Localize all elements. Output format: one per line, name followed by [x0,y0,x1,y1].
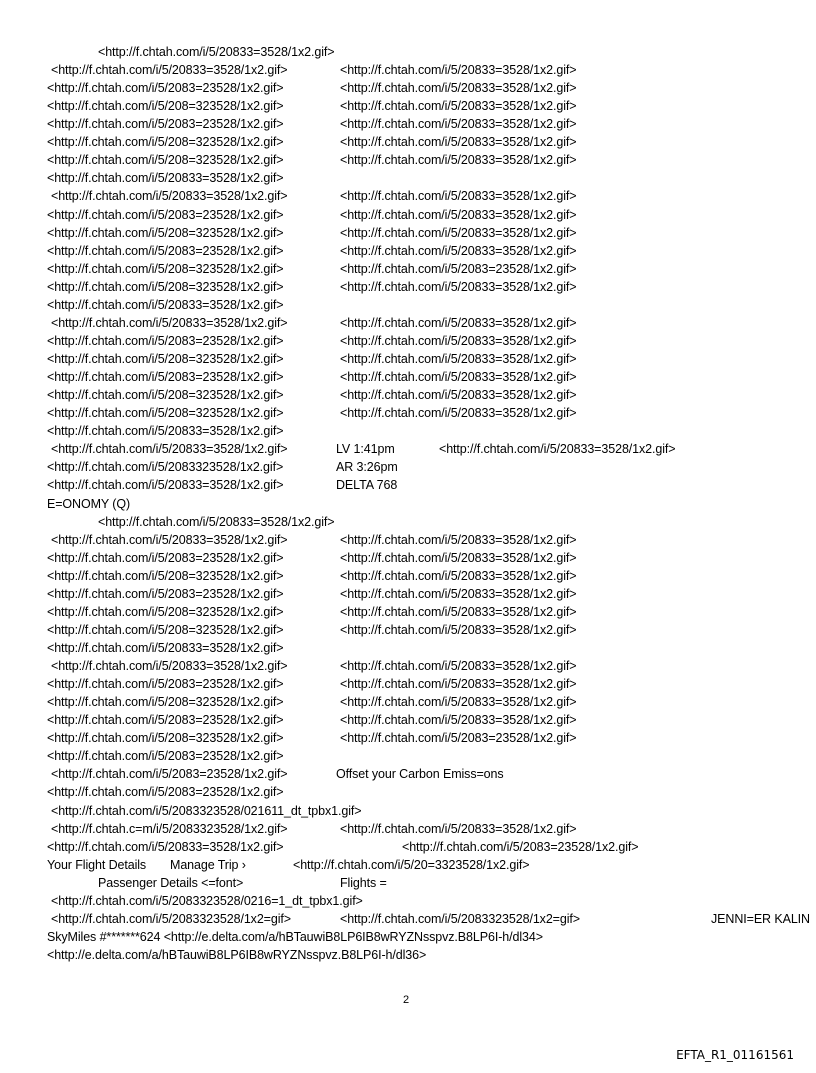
text-line-14-0: <http://f.chtah.com/i/5/20833=3528/1x2.gif> [47,297,284,312]
text-line-45-0: Your Flight Details [47,857,147,872]
text-line-19-1: <http://f.chtah.com/i/5/20833=3528/1x2.gif> [340,388,577,403]
text-line-28-0: <http://f.chtah.com/i/5/2083=23528/1x2.gif> [47,550,284,565]
text-line-29-0: <http://f.chtah.com/i/5/208=323528/1x2.gif> [47,568,284,583]
text-line-6-0: <http://f.chtah.com/i/5/208=323528/1x2.gif> [47,153,284,168]
text-line-5-0: <http://f.chtah.com/i/5/208=323528/1x2.gif> [47,135,284,150]
text-line-16-1: <http://f.chtah.com/i/5/20833=3528/1x2.gif> [340,333,577,348]
text-line-5-1: <http://f.chtah.com/i/5/20833=3528/1x2.gif> [340,135,577,150]
text-line-46-0: Passenger Details <=font> [98,875,244,890]
text-line-40-1: Offset your Carbon Emiss=ons [336,767,504,782]
text-line-34-1: <http://f.chtah.com/i/5/20833=3528/1x2.gif> [340,659,577,674]
text-line-41-0: <http://f.chtah.com/i/5/2083=23528/1x2.gif> [47,785,284,800]
text-line-48-2: JENNI=ER KALIN [711,911,810,926]
text-line-47-0: <http://f.chtah.com/i/5/2083323528/0216=1_dt_tpbx1.gif> [51,893,363,908]
text-line-4-0: <http://f.chtah.com/i/5/2083=23528/1x2.gif> [47,117,284,132]
text-line-9-1: <http://f.chtah.com/i/5/20833=3528/1x2.gif> [340,207,577,222]
text-line-11-1: <http://f.chtah.com/i/5/20833=3528/1x2.gif> [340,243,577,258]
text-line-50-0: <http://e.delta.com/a/hBTauwiB8LP6IB8wRYZNsspvz.B8LP6I-h/dl36> [47,948,427,962]
text-line-37-1: <http://f.chtah.com/i/5/20833=3528/1x2.gif> [340,713,577,728]
text-line-42-0: <http://f.chtah.com/i/5/2083323528/021611_dt_tpbx1.gif> [51,803,362,818]
text-line-34-0: <http://f.chtah.com/i/5/20833=3528/1x2.gif> [51,659,288,674]
text-line-17-1: <http://f.chtah.com/i/5/20833=3528/1x2.gif> [340,352,577,367]
text-line-25-0: E=ONOMY (Q) [47,496,131,511]
text-line-26-0: <http://f.chtah.com/i/5/20833=3528/1x2.gif> [98,514,335,529]
text-line-13-1: <http://f.chtah.com/i/5/20833=3528/1x2.gif> [340,279,577,294]
text-line-3-1: <http://f.chtah.com/i/5/20833=3528/1x2.gif> [340,99,577,114]
text-line-38-0: <http://f.chtah.com/i/5/208=323528/1x2.gif> [47,731,284,746]
text-line-22-1: LV 1:41pm [336,442,395,457]
text-line-18-0: <http://f.chtah.com/i/5/2083=23528/1x2.gif> [47,370,284,385]
text-line-31-1: <http://f.chtah.com/i/5/20833=3528/1x2.gif> [340,604,577,619]
text-line-8-1: <http://f.chtah.com/i/5/20833=3528/1x2.gif> [340,189,577,204]
text-line-20-1: <http://f.chtah.com/i/5/20833=3528/1x2.gif> [340,406,577,421]
text-line-32-1: <http://f.chtah.com/i/5/20833=3528/1x2.gif> [340,622,577,637]
text-line-12-0: <http://f.chtah.com/i/5/208=323528/1x2.gif> [47,261,284,276]
text-line-10-0: <http://f.chtah.com/i/5/208=323528/1x2.gif> [47,225,284,240]
text-line-36-0: <http://f.chtah.com/i/5/208=323528/1x2.gif> [47,695,284,710]
text-line-48-0: <http://f.chtah.com/i/5/2083323528/1x2=gif> [51,911,291,926]
text-line-33-0: <http://f.chtah.com/i/5/20833=3528/1x2.gif> [47,640,284,655]
text-line-32-0: <http://f.chtah.com/i/5/208=323528/1x2.gif> [47,622,284,637]
text-line-49-0: SkyMiles #*******624 <http://e.delta.com/a/hBTauwiB8LP6IB8wRYZNsspvz.B8LP6I-h/dl34> [47,929,543,944]
text-line-48-1: <http://f.chtah.com/i/5/2083323528/1x2=gif> [340,911,580,926]
text-line-43-1: <http://f.chtah.com/i/5/20833=3528/1x2.gif> [340,821,577,836]
text-line-3-0: <http://f.chtah.com/i/5/208=323528/1x2.gif> [47,99,284,114]
text-line-2-0: <http://f.chtah.com/i/5/2083=23528/1x2.gif> [47,81,284,96]
text-line-11-0: <http://f.chtah.com/i/5/2083=23528/1x2.gif> [47,243,284,258]
text-line-36-1: <http://f.chtah.com/i/5/20833=3528/1x2.gif> [340,695,577,710]
text-line-16-0: <http://f.chtah.com/i/5/2083=23528/1x2.gif> [47,333,284,348]
text-line-7-0: <http://f.chtah.com/i/5/20833=3528/1x2.gif> [47,171,284,186]
text-line-44-0: <http://f.chtah.com/i/5/20833=3528/1x2.gif> [47,839,284,854]
text-line-27-1: <http://f.chtah.com/i/5/20833=3528/1x2.gif> [340,532,577,547]
text-line-31-0: <http://f.chtah.com/i/5/208=323528/1x2.gif> [47,604,284,619]
text-line-19-0: <http://f.chtah.com/i/5/208=323528/1x2.gif> [47,388,284,403]
text-line-29-1: <http://f.chtah.com/i/5/20833=3528/1x2.gif> [340,568,577,583]
text-line-45-2: <http://f.chtah.com/i/5/20=3323528/1x2.gif> [293,857,530,872]
text-line-28-1: <http://f.chtah.com/i/5/20833=3528/1x2.gif> [340,550,577,565]
text-line-27-0: <http://f.chtah.com/i/5/20833=3528/1x2.gif> [51,532,288,547]
text-line-2-1: <http://f.chtah.com/i/5/20833=3528/1x2.gif> [340,81,577,96]
text-line-12-1: <http://f.chtah.com/i/5/2083=23528/1x2.gif> [340,261,577,276]
text-line-22-2: <http://f.chtah.com/i/5/20833=3528/1x2.gif> [439,442,676,457]
text-line-6-1: <http://f.chtah.com/i/5/20833=3528/1x2.gif> [340,153,577,168]
text-line-21-0: <http://f.chtah.com/i/5/20833=3528/1x2.gif> [47,424,284,439]
text-line-43-0: <http://f.chtah.c=m/i/5/2083323528/1x2.gif> [51,821,288,836]
text-line-37-0: <http://f.chtah.com/i/5/2083=23528/1x2.gif> [47,713,284,728]
text-line-15-1: <http://f.chtah.com/i/5/20833=3528/1x2.gif> [340,315,577,330]
text-line-40-0: <http://f.chtah.com/i/5/2083=23528/1x2.gif> [51,767,288,782]
text-line-10-1: <http://f.chtah.com/i/5/20833=3528/1x2.gif> [340,225,577,240]
text-line-18-1: <http://f.chtah.com/i/5/20833=3528/1x2.gif> [340,370,577,385]
text-line-35-1: <http://f.chtah.com/i/5/20833=3528/1x2.gif> [340,677,577,692]
text-line-8-0: <http://f.chtah.com/i/5/20833=3528/1x2.gif> [51,189,288,204]
text-line-24-1: DELTA 768 [336,478,398,493]
text-line-17-0: <http://f.chtah.com/i/5/208=323528/1x2.gif> [47,352,284,367]
text-line-30-1: <http://f.chtah.com/i/5/20833=3528/1x2.gif> [340,586,577,601]
text-line-38-1: <http://f.chtah.com/i/5/2083=23528/1x2.gif> [340,731,577,746]
text-line-45-1: Manage Trip › [170,857,246,872]
text-line-39-0: <http://f.chtah.com/i/5/2083=23528/1x2.gif> [47,749,284,764]
text-line-23-0: <http://f.chtah.com/i/5/2083323528/1x2.gif> [47,460,284,475]
text-line-30-0: <http://f.chtah.com/i/5/2083=23528/1x2.gif> [47,586,284,601]
text-line-1-0: <http://f.chtah.com/i/5/20833=3528/1x2.gif> [51,63,288,78]
document-id: EFTA_R1_01161561 [676,1048,794,1062]
text-line-4-1: <http://f.chtah.com/i/5/20833=3528/1x2.gif> [340,117,577,132]
text-line-13-0: <http://f.chtah.com/i/5/208=323528/1x2.gif> [47,279,284,294]
page-number: 2 [403,994,410,1006]
text-line-9-0: <http://f.chtah.com/i/5/2083=23528/1x2.gif> [47,207,284,222]
text-line-46-1: Flights = [340,875,387,890]
text-line-22-0: <http://f.chtah.com/i/5/20833=3528/1x2.gif> [51,442,288,457]
text-line-24-0: <http://f.chtah.com/i/5/20833=3528/1x2.gif> [47,478,284,493]
text-line-20-0: <http://f.chtah.com/i/5/208=323528/1x2.gif> [47,406,284,421]
text-line-0-0: <http://f.chtah.com/i/5/20833=3528/1x2.gif> [98,45,335,59]
text-line-44-1: <http://f.chtah.com/i/5/2083=23528/1x2.gif> [402,839,639,854]
text-line-35-0: <http://f.chtah.com/i/5/2083=23528/1x2.gif> [47,677,284,692]
text-line-23-1: AR 3:26pm [336,460,398,475]
text-line-1-1: <http://f.chtah.com/i/5/20833=3528/1x2.gif> [340,63,577,78]
text-line-15-0: <http://f.chtah.com/i/5/20833=3528/1x2.gif> [51,315,288,330]
